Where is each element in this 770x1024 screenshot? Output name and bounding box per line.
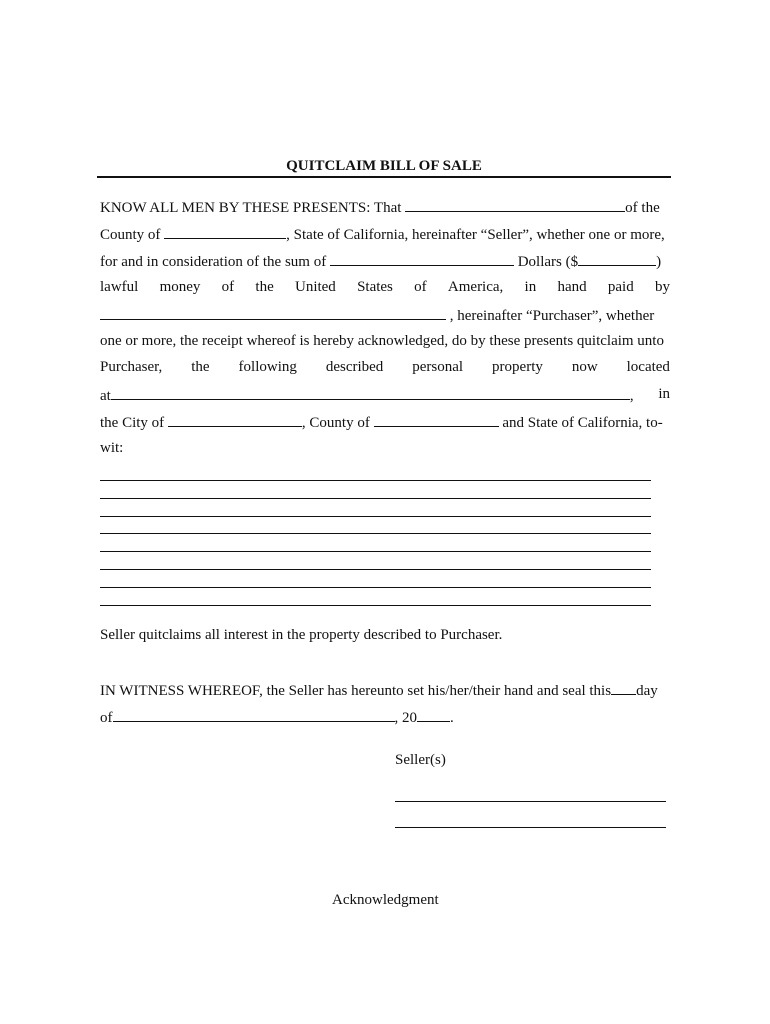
seller-name-blank[interactable]: [405, 197, 625, 212]
word: property: [492, 359, 543, 375]
property-description-line[interactable]: [100, 498, 651, 499]
property-description-line[interactable]: [100, 569, 651, 570]
text-close-paren: ): [656, 254, 662, 270]
word: hand: [557, 279, 587, 295]
purchaser-name-blank[interactable]: [100, 305, 446, 320]
body-line-4: [100, 278, 670, 296]
sum-words-blank[interactable]: [330, 251, 514, 266]
body-line-9: [100, 412, 670, 432]
seller-signature-line[interactable]: [395, 801, 666, 802]
body-line-3: [100, 251, 670, 271]
day-blank[interactable]: [611, 680, 636, 695]
property-description-line[interactable]: [100, 587, 651, 588]
word: States: [357, 279, 393, 295]
text-of: of: [100, 710, 113, 726]
body-line-10: [100, 439, 670, 457]
word: personal: [412, 359, 464, 375]
text-at: at: [100, 388, 111, 404]
text-county-of-2: , County of: [301, 415, 370, 431]
word: of: [221, 279, 235, 295]
county-blank[interactable]: [374, 412, 499, 427]
witness-line-2: [100, 707, 670, 727]
sum-amount-blank[interactable]: [578, 251, 656, 266]
word: the: [191, 359, 210, 375]
text-state-seller: , State of California, hereinafter “Seller”, whether one or more,: [286, 227, 665, 243]
word: United: [294, 279, 336, 295]
body-line-8: [100, 385, 670, 405]
property-description-line[interactable]: [100, 551, 651, 552]
body-line-7: [100, 358, 670, 376]
text-day: day: [636, 683, 658, 699]
body-line-6: [100, 332, 670, 350]
year-blank[interactable]: [417, 707, 450, 722]
title-underline: [97, 176, 671, 178]
text-of-the: of the: [625, 200, 660, 216]
word: America,: [447, 279, 504, 295]
text-comma: ,: [629, 388, 634, 404]
word: following: [238, 359, 297, 375]
city-blank[interactable]: [168, 412, 302, 427]
word: located: [626, 359, 670, 375]
word: by: [654, 279, 670, 295]
text-consideration: for and in consideration of the sum of: [100, 254, 327, 270]
body-line-5: [100, 305, 670, 325]
text-in: in: [658, 386, 670, 402]
text-county-of: County of: [100, 227, 161, 243]
text-the-city-of: the City of: [100, 415, 165, 431]
quitclaim-statement: Seller quitclaims all interest in the property described to Purchaser.: [100, 627, 503, 643]
witness-line-1: [100, 680, 670, 700]
property-description-line[interactable]: [100, 533, 651, 534]
sellers-label: Seller(s): [395, 752, 446, 768]
acknowledgment-heading: Acknowledgment: [332, 892, 439, 908]
text-period: .: [450, 710, 454, 726]
word: now: [571, 359, 598, 375]
property-description-line[interactable]: [100, 480, 651, 481]
document-title: QUITCLAIM BILL OF SALE: [286, 158, 482, 174]
month-blank[interactable]: [113, 707, 395, 722]
word: of: [414, 279, 427, 295]
seller-county-blank[interactable]: [164, 224, 286, 239]
property-location-blank[interactable]: [111, 385, 630, 400]
property-description-line[interactable]: [100, 516, 651, 517]
text-state-to-wit: and State of California, to-: [502, 415, 663, 431]
word: money: [159, 279, 201, 295]
body-line-2: [100, 224, 670, 244]
word: described: [325, 359, 384, 375]
text-dollars: Dollars ($: [517, 254, 579, 270]
text-wit: wit:: [100, 440, 124, 456]
word: Purchaser,: [100, 359, 163, 375]
word: lawful: [100, 279, 139, 295]
word: the: [255, 279, 274, 295]
word: paid: [607, 279, 634, 295]
text-receipt-whereof: one or more, the receipt whereof is hereby acknowledged, do by these presents quitclaim unto: [100, 333, 664, 349]
seller-signature-line[interactable]: [395, 827, 666, 828]
text-20: , 20: [394, 710, 417, 726]
text-know-all-men: KNOW ALL MEN BY THESE PRESENTS: That: [100, 200, 402, 216]
text-hereinafter-purchaser: , hereinafter “Purchaser”, whether: [449, 308, 655, 324]
body-line-1: [100, 197, 670, 217]
word: in: [524, 279, 537, 295]
property-description-line[interactable]: [100, 605, 651, 606]
text-witness-whereof: IN WITNESS WHEREOF, the Seller has hereunto set his/her/their hand and seal this: [100, 683, 612, 699]
